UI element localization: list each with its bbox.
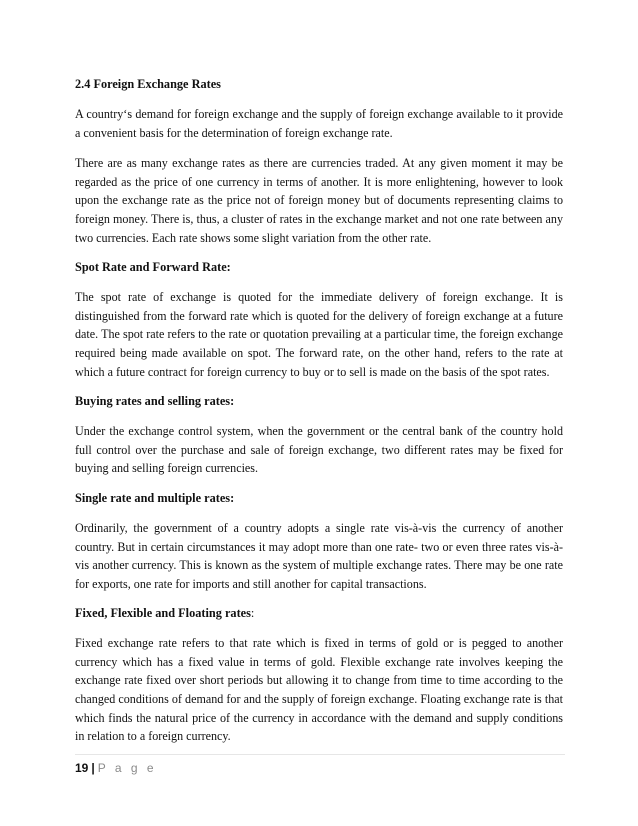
page-number: 19 (75, 761, 89, 775)
paragraph-many-rates: There are as many exchange rates as there are currencies traded. At any given moment it may be regarded as the price of one currency in terms of another. It is more enlightening, however to look upon the exchange rate as the price not of foreign money but of documents representing claims to foreign money. There is, thus, a cluster of rates in the exchange market and not one rate between any two currencies. Each rate shows some slight variation from the other rate. (75, 156, 563, 245)
paragraph-demand-supply: A country‘s demand for foreign exchange and the supply of foreign exchange available to it provide a convenient basis for the determination of foreign exchange rate. (75, 107, 563, 140)
subheading-single-multiple: Single rate and multiple rates: (75, 490, 235, 505)
subheading-fixed-flexible-floating (75, 605, 563, 622)
subheading-fixed-colon: : (250, 606, 255, 621)
paragraph-buying-selling: Under the exchange control system, when the government or the central bank of the country hold full control over the purchase and sale of foreign exchange, two different rates may be fixed for buying and selling foreign currencies. (75, 424, 563, 476)
paragraph-spot-forward: The spot rate of exchange is quoted for the immediate delivery of foreign exchange. It is distinguished from the forward rate which is quoted for the delivery of foreign exchange at a future date. The spot rate refers to the rate or quotation prevailing at a particular time, the foreign exchange required being made available on spot. The forward rate, on the other hand, refers to the rate at which a future contract for foreign currency to buy or to sell is made on the basis of the spot rates. (75, 290, 563, 379)
subheading-buying-selling: Buying rates and selling rates: (75, 394, 235, 409)
page-content (75, 76, 563, 758)
subheading-fixed-label: Fixed, Flexible and Floating rates (75, 606, 251, 621)
paragraph-fixed-flexible-floating: Fixed exchange rate refers to that rate which is fixed in terms of gold or is pegged to another currency which has a fixed value in terms of gold. Flexible exchange rate involves keeping the exchange rate fixed over short periods but allowing it to change from time to time according to the changed conditions of demand for and the supply of foreign exchange. Floating exchange rate is that which finds the natural price of the currency in accordance with the demand and supply conditions in relation to a foreign currency. (75, 636, 563, 744)
page-label: P a g e (97, 761, 157, 775)
section-heading: 2.4 Foreign Exchange Rates (75, 77, 221, 91)
paragraph-single-multiple: Ordinarily, the government of a country adopts a single rate vis-à-vis the currency of another country. But in certain circumstances it may adopt more than one rate- two or even three rates vis-à-vis another currency. This is known as the system of multiple exchange rates. There may be one rate for exports, one rate for imports and still another for capital transactions. (75, 520, 563, 591)
footer-separator: | (91, 761, 95, 775)
subheading-spot-forward: Spot Rate and Forward Rate: (75, 260, 231, 275)
page-footer (75, 754, 565, 775)
